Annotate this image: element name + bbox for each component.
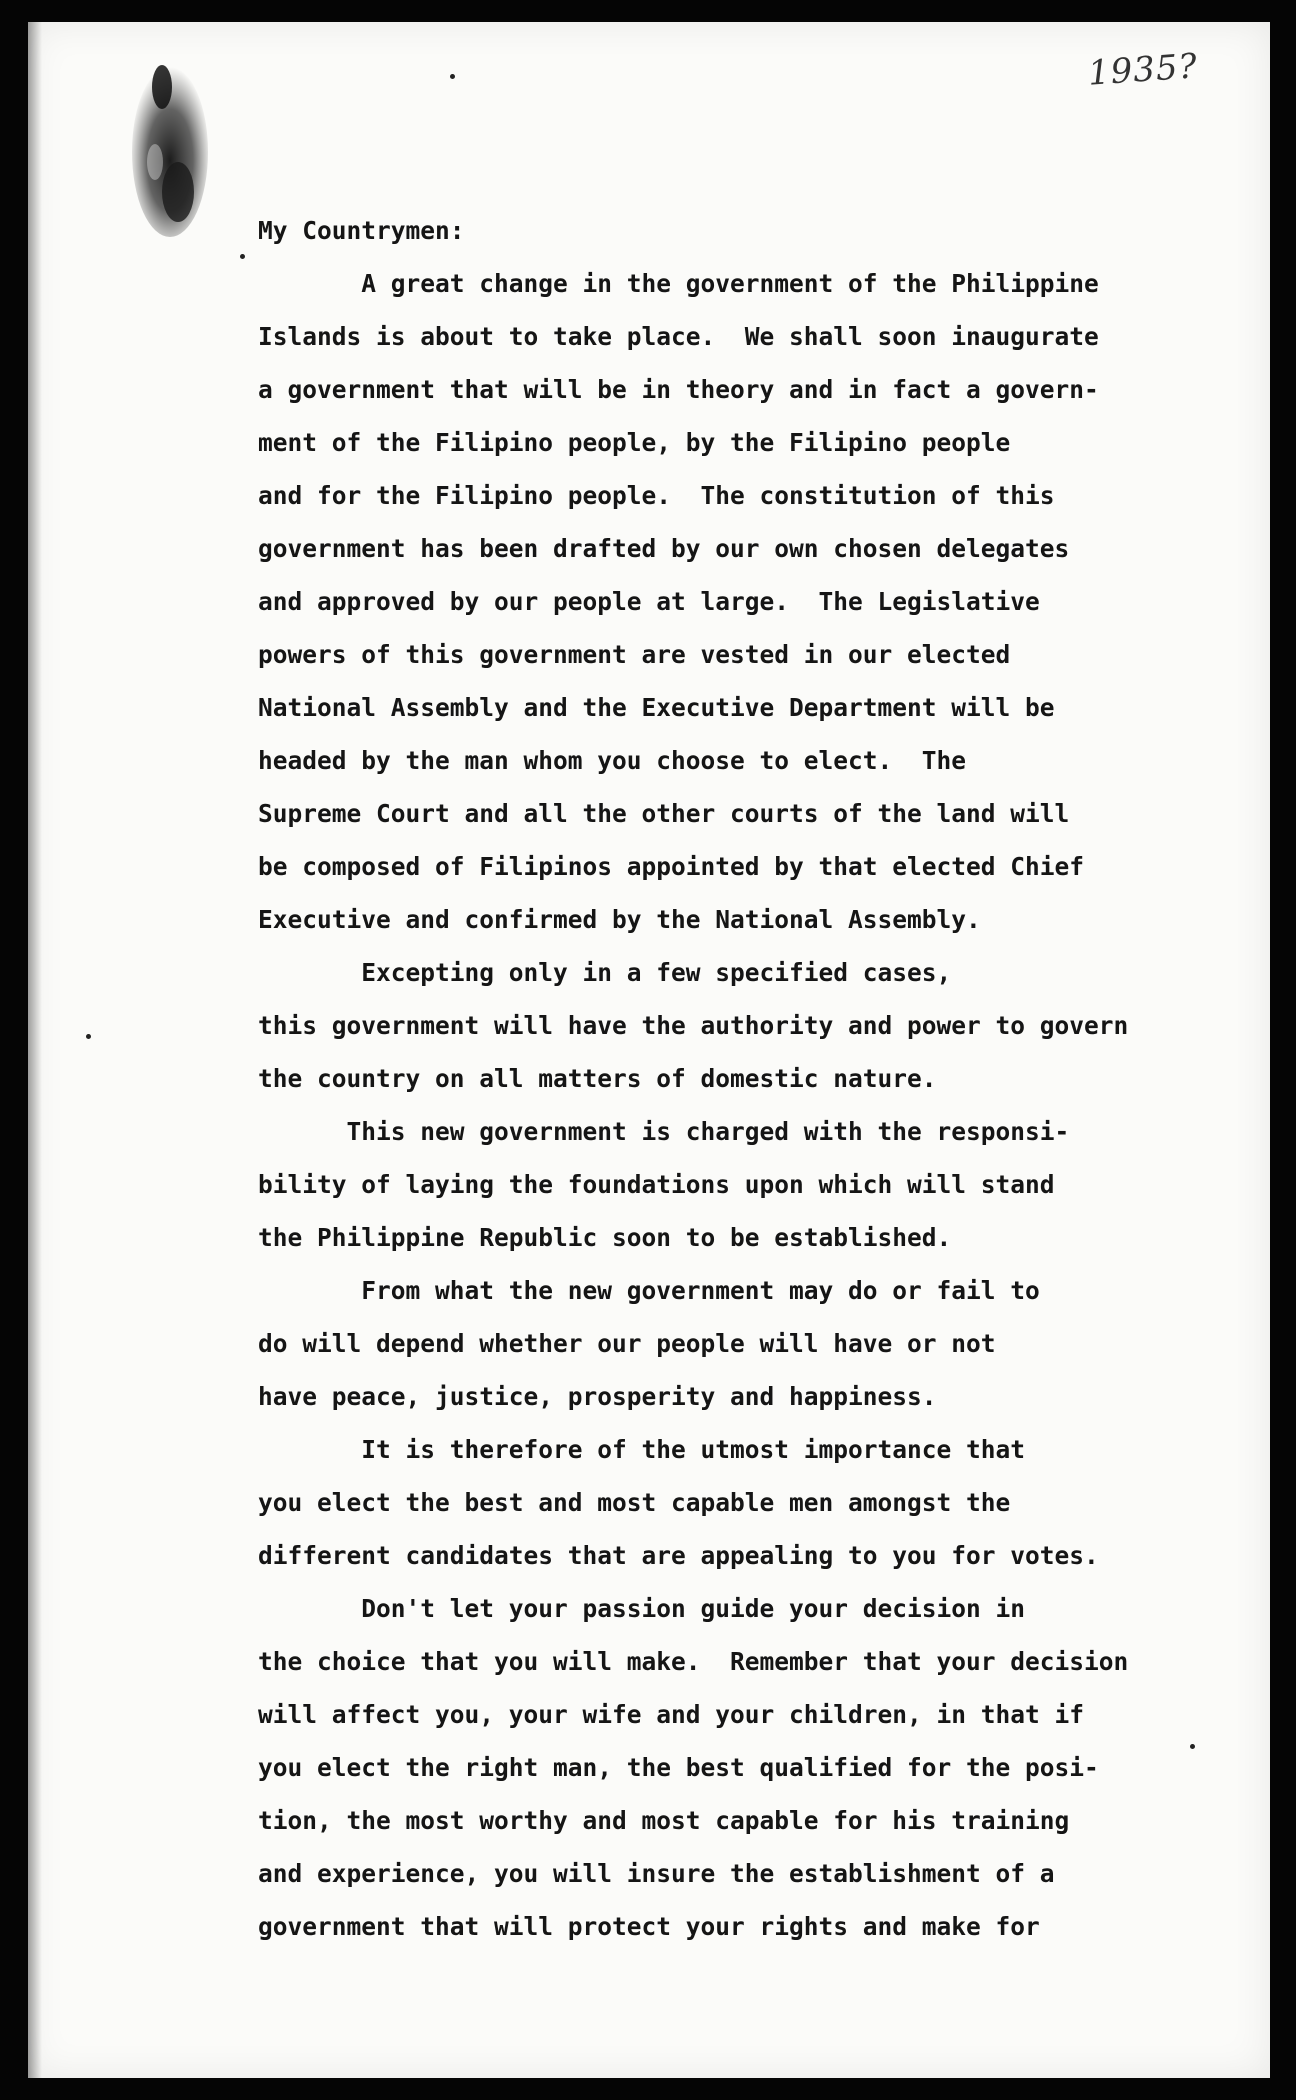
text-line: Islands is about to take place. We shall soon inaugurate [258,322,1099,351]
paper-speck [450,74,455,79]
text-line: A great change in the government of the Philippine [258,269,1099,298]
text-line: Don't let your passion guide your decision in [258,1594,1026,1623]
text-line: a government that will be in theory and in fact a govern- [258,375,1099,404]
document-body [258,204,1218,1953]
document-page [28,22,1270,2078]
text-line: the country on all matters of domestic nature. [258,1064,937,1093]
paper-speck [240,254,245,259]
text-line: the Philippine Republic soon to be established. [258,1223,952,1252]
text-line: From what the new government may do or fail to [258,1276,1040,1305]
text-line: you elect the right man, the best qualified for the posi- [258,1753,1099,1782]
text-line: and experience, you will insure the establishment of a [258,1859,1055,1888]
salutation: My Countrymen: [258,216,465,245]
handwritten-date-annotation: 1935? [1086,46,1200,94]
text-line: It is therefore of the utmost importance that [258,1435,1026,1464]
text-line: be composed of Filipinos appointed by that elected Chief [258,852,1085,881]
text-line: have peace, justice, prosperity and happiness. [258,1382,937,1411]
text-line: the choice that you will make. Remember that your decision [258,1647,1129,1676]
text-line: different candidates that are appealing to you for votes. [258,1541,1099,1570]
text-line: this government will have the authority and power to govern [258,1011,1129,1040]
paper-speck [86,1034,91,1039]
text-line: government that will protect your rights and make for [258,1912,1040,1941]
text-line: Executive and confirmed by the National Assembly. [258,905,981,934]
text-line: tion, the most worthy and most capable for his training [258,1806,1070,1835]
ink-stain-mark [120,52,220,242]
page-edge-shadow [28,22,42,2078]
text-line: government has been drafted by our own chosen delegates [258,534,1070,563]
text-line: This new government is charged with the responsi- [258,1117,1070,1146]
text-line: bility of laying the foundations upon which will stand [258,1170,1055,1199]
text-line: National Assembly and the Executive Department will be [258,693,1055,722]
text-line: headed by the man whom you choose to elect. The [258,746,967,775]
text-line: Supreme Court and all the other courts of the land will [258,799,1070,828]
text-line: ment of the Filipino people, by the Filipino people [258,428,1011,457]
text-line: you elect the best and most capable men amongst the [258,1488,1011,1517]
text-line: will affect you, your wife and your children, in that if [258,1700,1085,1729]
text-line: do will depend whether our people will have or not [258,1329,996,1358]
text-line: powers of this government are vested in our elected [258,640,1011,669]
text-line: and approved by our people at large. The Legislative [258,587,1040,616]
text-line: and for the Filipino people. The constitution of this [258,481,1055,510]
text-line: Excepting only in a few specified cases, [258,958,952,987]
